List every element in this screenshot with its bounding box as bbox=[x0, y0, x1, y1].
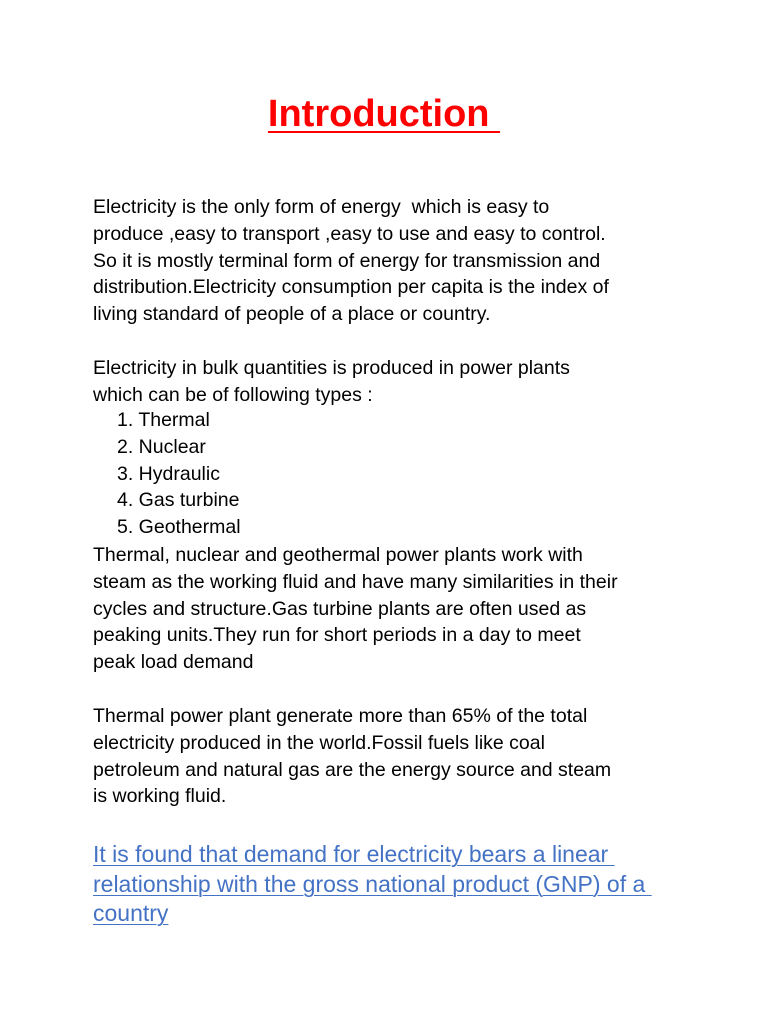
paragraph-line: So it is mostly terminal form of energy for transmission and bbox=[93, 249, 601, 272]
paragraph-power-plants bbox=[93, 355, 713, 409]
paragraph-line: produce ,easy to transport ,easy to use and easy to control. bbox=[93, 222, 606, 245]
paragraph-line: distribution.Electricity consumption per capita is the index of bbox=[93, 276, 609, 299]
paragraph-line: electricity produced in the world.Fossil fuels like coal bbox=[93, 731, 545, 754]
page-title: Introduction bbox=[267, 93, 501, 135]
paragraph-line: is working fluid. bbox=[93, 785, 227, 808]
highlight-line: It is found that demand for electricity bears a linear bbox=[93, 841, 615, 867]
paragraph-line: Thermal, nuclear and geothermal power plants work with bbox=[93, 544, 583, 566]
paragraph-line: Thermal power plant generate more than 65% of the total bbox=[93, 705, 588, 727]
paragraph-line: cycles and structure.Gas turbine plants are often used as bbox=[93, 597, 587, 620]
paragraph-intro bbox=[93, 194, 713, 328]
paragraph-line: steam as the working fluid and have many similarities in their bbox=[93, 570, 618, 593]
paragraph-line: which can be of following types : bbox=[93, 383, 373, 406]
paragraph-thermal-share bbox=[93, 703, 713, 810]
highlight-line: relationship with the gross national product (GNP) of a bbox=[93, 870, 652, 897]
list-item: 4. Gas turbine bbox=[117, 489, 240, 512]
list-item: 3. Hydraulic bbox=[117, 462, 220, 485]
list-item: 5. Geothermal bbox=[117, 516, 241, 539]
paragraph-line: peaking units.They run for short periods in a day to meet bbox=[93, 624, 581, 647]
list-item: 2. Nuclear bbox=[117, 435, 206, 458]
list-item: 1. Thermal bbox=[117, 409, 210, 431]
highlight-statement bbox=[93, 840, 733, 929]
paragraph-line: petroleum and natural gas are the energy source and steam bbox=[93, 758, 612, 781]
paragraph-line: peak load demand bbox=[93, 651, 254, 674]
paragraph-steam-plants bbox=[93, 542, 713, 676]
paragraph-line: Electricity is the only form of energy which is easy to bbox=[93, 196, 550, 218]
paragraph-line: living standard of people of a place or country. bbox=[93, 303, 491, 326]
highlight-line: country bbox=[93, 900, 169, 926]
plant-types-list bbox=[117, 407, 241, 541]
paragraph-line: Electricity in bulk quantities is produced in power plants bbox=[93, 357, 570, 379]
